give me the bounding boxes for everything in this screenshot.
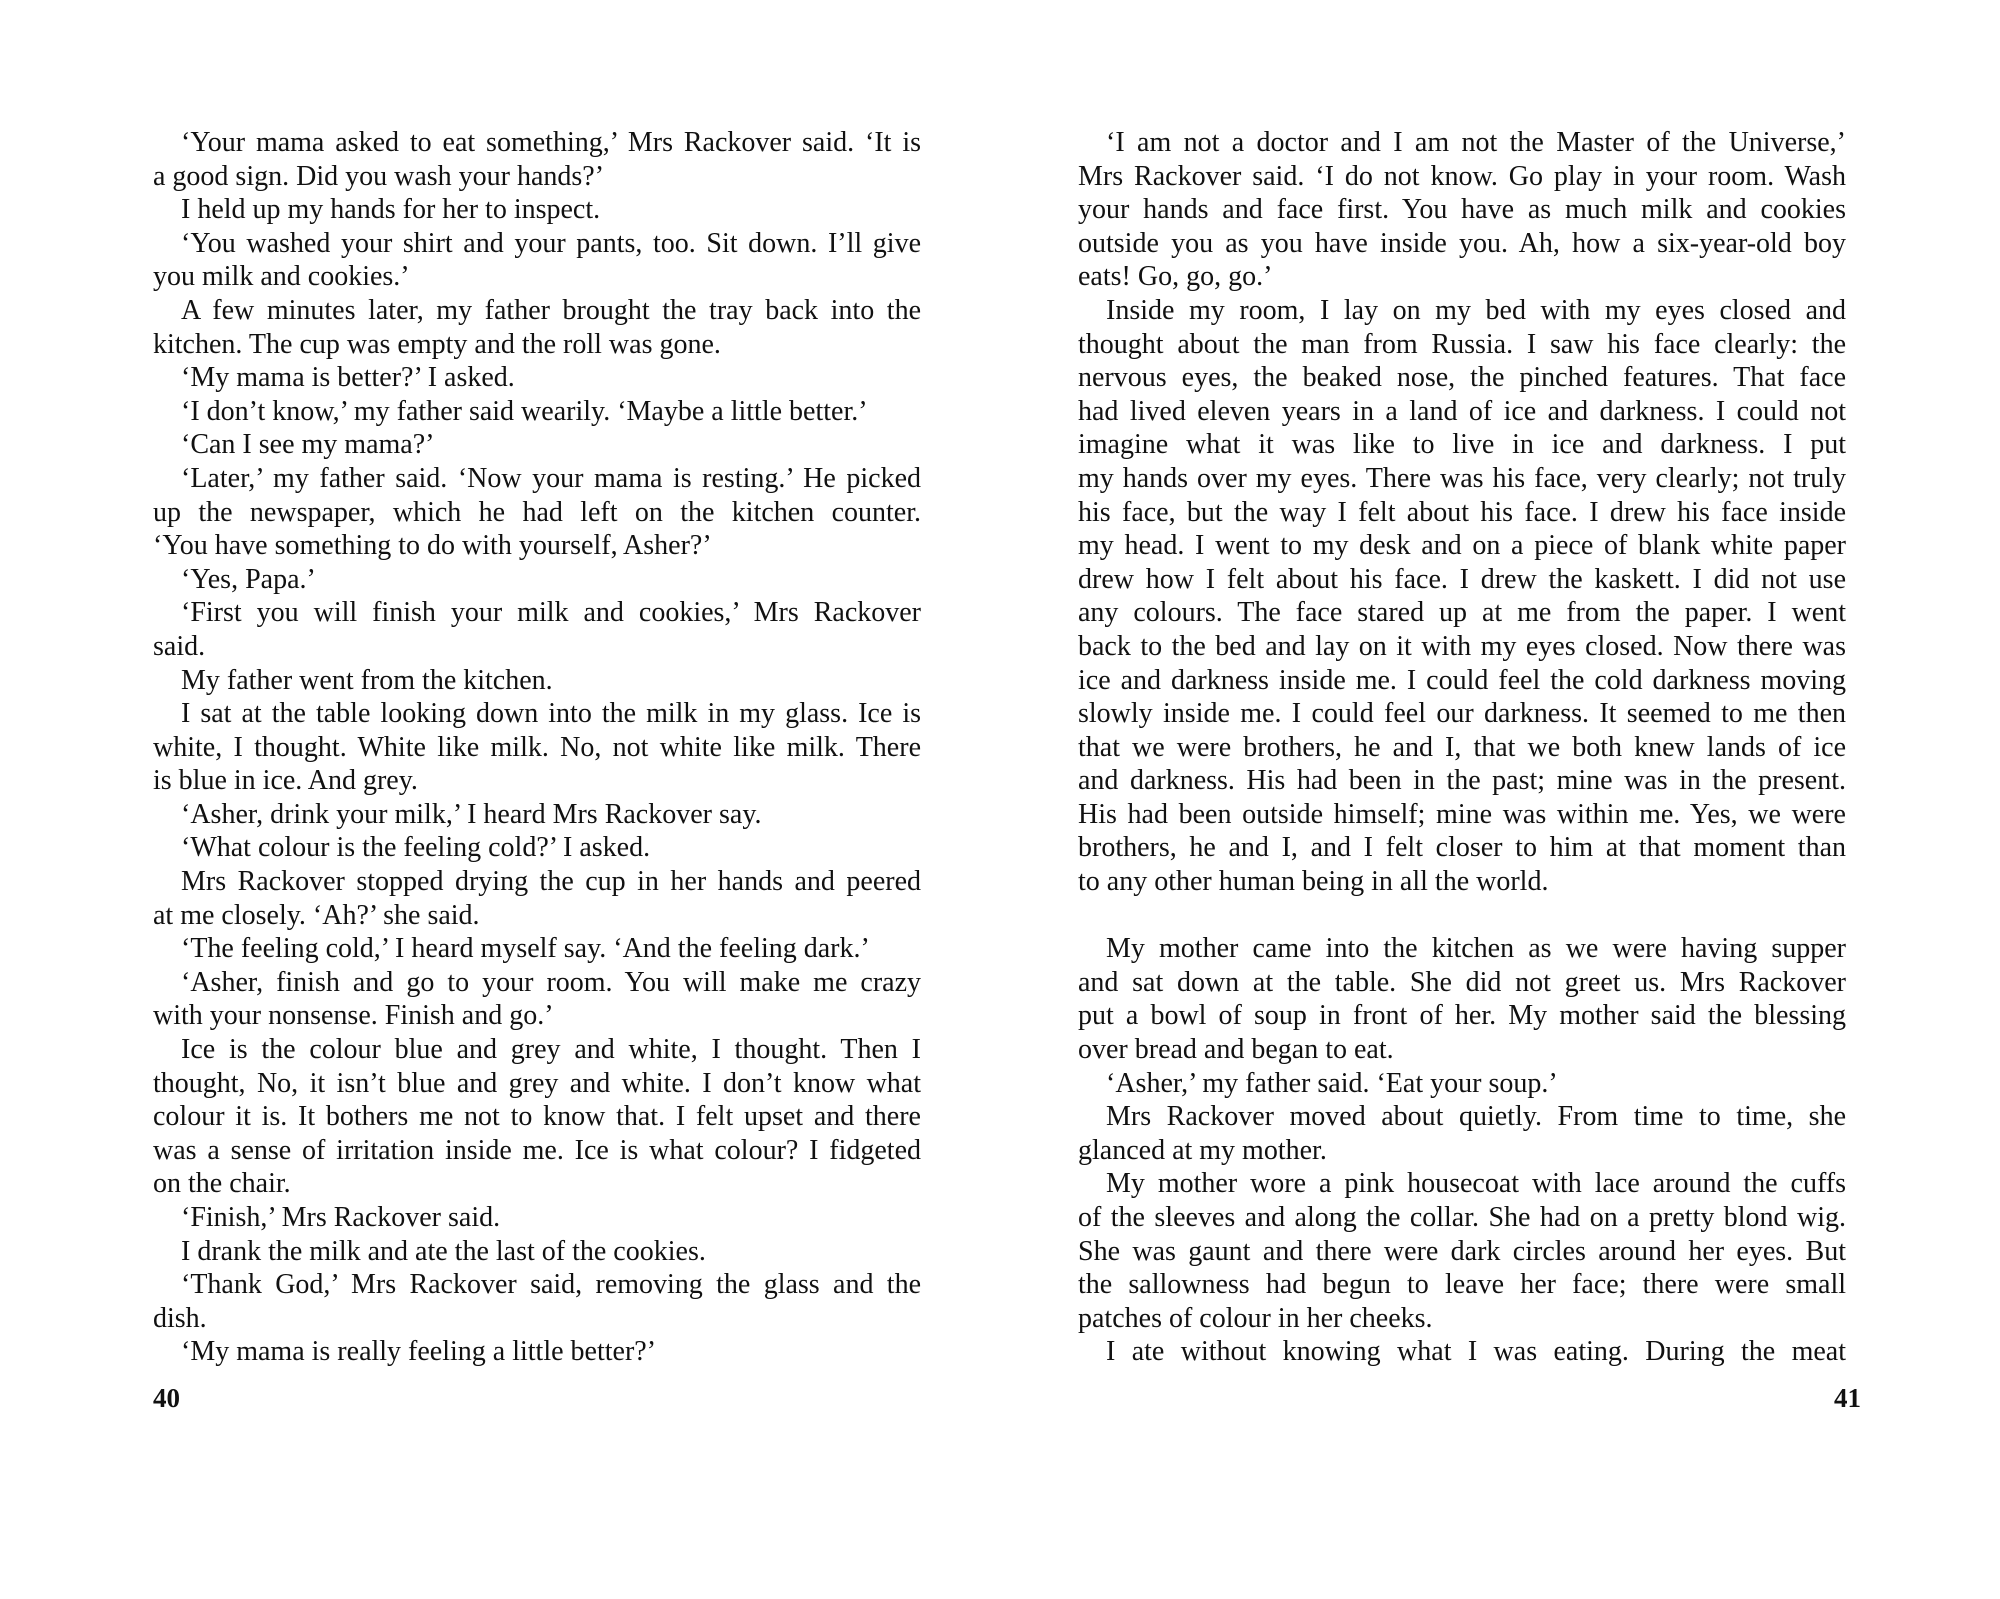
text-line: a good sign. Did you wash your hands?’ <box>153 160 605 192</box>
text-line: ‘You have something to do with yourself, Asher?’ <box>153 530 712 562</box>
text-line: ‘Yes, Papa.’ <box>181 563 316 595</box>
text-line: and sat down at the table. She did not greet us. Mrs Rackover <box>1078 966 1846 998</box>
text-line: and darkness. His had been in the past; mine was in the present. <box>1078 765 1846 797</box>
text-line: She was gaunt and there were dark circles around her eyes. But <box>1078 1235 1846 1267</box>
text-line: My mother wore a pink housecoat with lace around the cuffs <box>1106 1168 1846 1200</box>
text-line: glanced at my mother. <box>1078 1134 1327 1166</box>
text-line: kitchen. The cup was empty and the roll was gone. <box>153 328 721 360</box>
right-page-text <box>1078 126 1846 1369</box>
text-line: put a bowl of soup in front of her. My mother said the blessing <box>1078 1000 1846 1032</box>
text-line: Mrs Rackover said. ‘I do not know. Go play in your room. Wash <box>1078 160 1846 192</box>
text-line: Mrs Rackover moved about quietly. From time to time, she <box>1106 1101 1846 1133</box>
text-line: white, I thought. White like milk. No, not white like milk. There <box>153 731 921 763</box>
text-line: up the newspaper, which he had left on the kitchen counter. <box>153 496 921 528</box>
text-line: dish. <box>153 1302 207 1334</box>
text-line: Ice is the colour blue and grey and white, I thought. Then I <box>181 1034 921 1066</box>
text-line: ‘Your mama asked to eat something,’ Mrs Rackover said. ‘It is <box>181 127 921 158</box>
text-line: any colours. The face stared up at me from the paper. I went <box>1078 597 1846 629</box>
right-page-number: 41 <box>1834 1383 1861 1413</box>
text-line: the sallowness had begun to leave her face; there were small <box>1078 1269 1846 1301</box>
text-line: I held up my hands for her to inspect. <box>181 194 601 226</box>
text-line: A few minutes later, my father brought the tray back into the <box>181 294 921 326</box>
text-line: outside you as you have inside you. Ah, how a six-year-old boy <box>1078 227 1846 259</box>
text-line: that we were brothers, he and I, that we both knew lands of ice <box>1078 731 1846 763</box>
text-line: your hands and face first. You have as much milk and cookies <box>1078 194 1846 226</box>
text-line: Inside my room, I lay on my bed with my eyes closed and <box>1106 294 1846 326</box>
text-line: thought about the man from Russia. I saw his face clearly: the <box>1078 328 1846 360</box>
text-line: I ate without knowing what I was eating. During the meat <box>1106 1336 1846 1368</box>
text-line: ice and darkness inside me. I could feel the cold darkness moving <box>1078 664 1846 696</box>
text-line: imagine what it was like to live in ice and darkness. I put <box>1078 429 1846 461</box>
text-line: said. <box>153 630 206 662</box>
text-line: My father went from the kitchen. <box>181 664 553 696</box>
text-line: my hands over my eyes. There was his face, very clearly; not truly <box>1078 462 1846 494</box>
text-line: thought, No, it isn’t blue and grey and white. I don’t know what <box>153 1067 921 1099</box>
text-line: was a sense of irritation inside me. Ice is what colour? I fidgeted <box>153 1134 921 1166</box>
text-line: ‘You washed your shirt and your pants, too. Sit down. I’ll give <box>181 227 921 259</box>
text-line: ‘Asher,’ my father said. ‘Eat your soup.’ <box>1106 1067 1558 1099</box>
text-line: to any other human being in all the world. <box>1078 866 1549 898</box>
text-line <box>1078 899 1846 933</box>
text-line: patches of colour in her cheeks. <box>1078 1302 1433 1334</box>
left-page-number: 40 <box>153 1383 180 1413</box>
text-line: brothers, he and I, and I felt closer to him at that moment than <box>1078 832 1846 864</box>
text-line: ‘I am not a doctor and I am not the Master of the Universe,’ <box>1106 127 1846 158</box>
text-line: at me closely. ‘Ah?’ she said. <box>153 899 480 931</box>
text-line: my head. I went to my desk and on a piece of blank white paper <box>1078 530 1846 562</box>
text-line: ‘First you will finish your milk and cookies,’ Mrs Rackover <box>181 597 921 629</box>
text-line: ‘My mama is really feeling a little better?’ <box>181 1336 657 1368</box>
text-line: drew how I felt about his face. I drew the kaskett. I did not use <box>1078 563 1846 595</box>
text-line: had lived eleven years in a land of ice and darkness. I could not <box>1078 395 1846 427</box>
text-line: ‘Later,’ my father said. ‘Now your mama is resting.’ He picked <box>181 462 921 494</box>
text-line: ‘I don’t know,’ my father said wearily. ‘Maybe a little better.’ <box>181 395 868 427</box>
text-line: with your nonsense. Finish and go.’ <box>153 1000 554 1032</box>
text-line: is blue in ice. And grey. <box>153 765 418 797</box>
text-line: over bread and began to eat. <box>1078 1034 1394 1066</box>
text-line: ‘Finish,’ Mrs Rackover said. <box>181 1202 501 1233</box>
text-line: I drank the milk and ate the last of the cookies. <box>181 1235 706 1267</box>
text-line: eats! Go, go, go.’ <box>1078 261 1273 293</box>
text-line: nervous eyes, the beaked nose, the pinched features. That face <box>1078 362 1846 394</box>
text-line: colour it is. It bothers me not to know that. I felt upset and there <box>153 1101 921 1133</box>
text-line: ‘Asher, drink your milk,’ I heard Mrs Rackover say. <box>181 798 762 830</box>
text-line: his face, but the way I felt about his face. I drew his face inside <box>1078 496 1846 528</box>
text-line: you milk and cookies.’ <box>153 261 410 293</box>
text-line: My mother came into the kitchen as we were having supper <box>1106 933 1846 965</box>
text-line: ‘The feeling cold,’ I heard myself say. ‘And the feeling dark.’ <box>181 933 870 965</box>
text-line: on the chair. <box>153 1168 291 1200</box>
text-line: I sat at the table looking down into the milk in my glass. Ice is <box>181 698 921 730</box>
text-line: ‘My mama is better?’ I asked. <box>181 362 515 394</box>
text-line: Mrs Rackover stopped drying the cup in her hands and peered <box>181 866 921 898</box>
text-line: slowly inside me. I could feel our darkness. It seemed to me then <box>1078 698 1846 730</box>
text-line: His had been outside himself; mine was within me. Yes, we were <box>1078 798 1846 830</box>
text-line: ‘What colour is the feeling cold?’ I asked. <box>181 832 651 864</box>
text-line: ‘Can I see my mama?’ <box>181 429 435 461</box>
text-line: of the sleeves and along the collar. She had on a pretty blond wig. <box>1078 1202 1846 1233</box>
text-line: back to the bed and lay on it with my eyes closed. Now there was <box>1078 630 1846 662</box>
text-line: ‘Asher, finish and go to your room. You will make me crazy <box>181 966 921 998</box>
left-page-text <box>153 126 921 1369</box>
text-line: ‘Thank God,’ Mrs Rackover said, removing the glass and the <box>181 1269 921 1301</box>
